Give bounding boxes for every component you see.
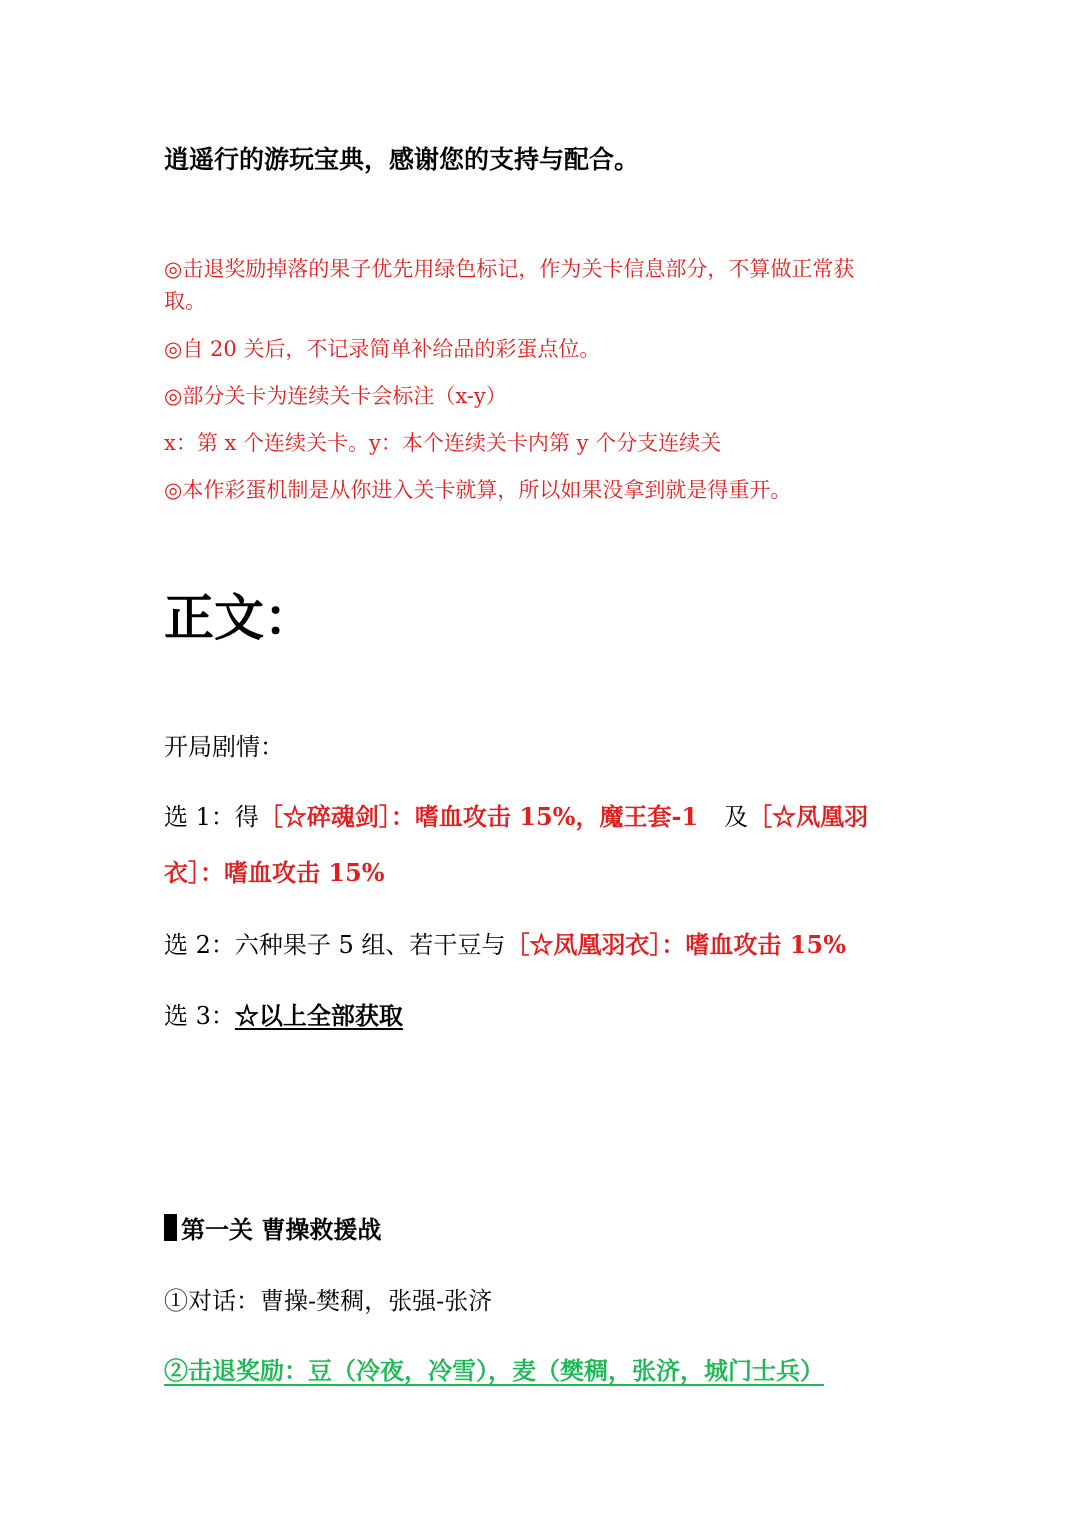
- choice-3-prefix: 选 3：: [164, 1002, 235, 1030]
- note-xy-explanation: x：第 x 个连续关卡。y：本个连续关卡内第 y 个分支连续关: [164, 431, 722, 455]
- level-1-title: [164, 1210, 381, 1245]
- choice-1-middle: 及: [724, 803, 749, 831]
- choice-2-item-robe: ［☆凤凰羽衣］：嗜血攻击 15%: [505, 930, 846, 959]
- section-marker-icon: [164, 1214, 177, 1241]
- choice-1: [164, 797, 868, 832]
- choice-1-prefix: 选 1：得: [164, 803, 259, 831]
- note-continuous-levels: ◎部分关卡为连续关卡会标注（x-y）: [164, 384, 507, 408]
- choice-3: [164, 996, 403, 1031]
- level-1-reward: ②击退奖励：豆（冷夜，冷雪），麦（樊稠，张济，城门士兵）: [164, 1356, 824, 1385]
- note-easter-egg-mechanism: ◎本作彩蛋机制是从你进入关卡就算，所以如果没拿到就是得重开。: [164, 478, 792, 502]
- choice-1-item-sword: ［☆碎魂剑］：嗜血攻击 15%，魔王套-1: [258, 802, 699, 831]
- opening-label: 开局剧情：: [164, 733, 284, 761]
- intro-text: 逍遥行的游玩宝典，感谢您的支持与配合。: [164, 145, 640, 174]
- choice-1-item-robe-part2: 衣］：嗜血攻击 15%: [164, 858, 385, 887]
- level-1-title-text: 第一关 曹操救援战: [181, 1216, 382, 1244]
- choice-2-prefix: 选 2：六种果子 5 组、若干豆与: [164, 931, 506, 959]
- note-reward-drops: ◎击退奖励掉落的果子优先用绿色标记，作为关卡信息部分，不算做正常获取。: [164, 257, 855, 313]
- level-1-dialogue: ①对话：曹操-樊稠，张强-张济: [164, 1287, 493, 1315]
- choice-1-item-robe-part1: ［☆凤凰羽: [748, 802, 869, 831]
- choice-2: [164, 925, 846, 960]
- main-heading: 正文：: [164, 589, 314, 647]
- note-level-20: ◎自 20 关后，不记录简单补给品的彩蛋点位。: [164, 337, 601, 361]
- choice-3-item-all: ☆以上全部获取: [234, 1001, 403, 1030]
- choice-1-continued: [164, 853, 385, 888]
